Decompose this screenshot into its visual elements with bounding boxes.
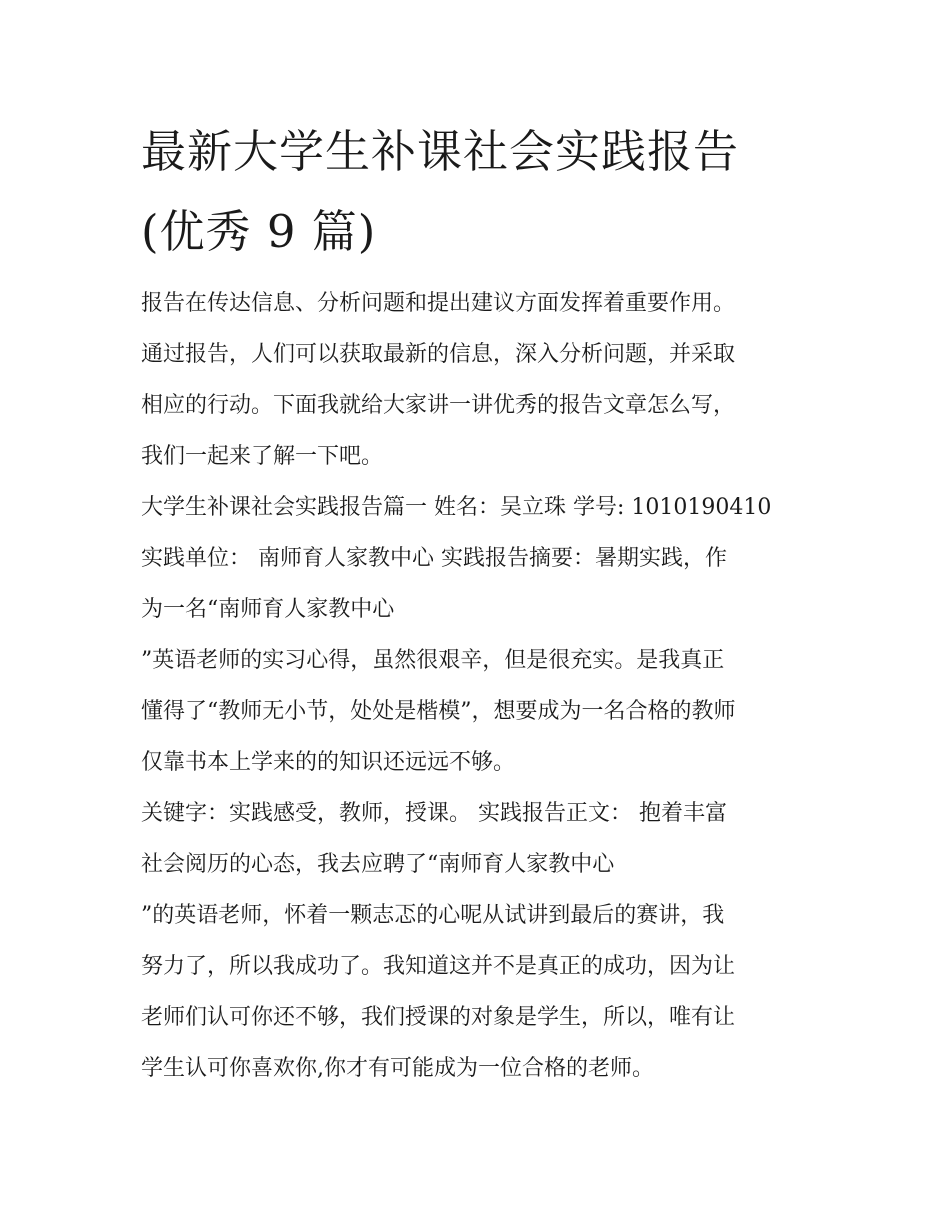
body-line: 学生认可你喜欢你,你才有可能成为一位合格的老师。 — [141, 1056, 654, 1081]
body-line: 关键字：实践感受，教师，授课。 实践报告正文： 抱着丰富 — [141, 801, 727, 826]
body-line: 努力了，所以我成功了。我知道这并不是真正的成功，因为让 — [141, 954, 736, 979]
body-line: 实践单位： 南师育人家教中心 实践报告摘要：暑期实践，作 — [141, 546, 727, 571]
body-line: 大学生补课社会实践报告篇一 姓名：吴立珠 学号: 1010190410 — [141, 495, 772, 520]
body-line: ”英语老师的实习心得，虽然很艰辛，但是很充实。是我真正 — [141, 648, 725, 673]
body-line: 报告在传达信息、分析问题和提出建议方面发挥着重要作用。 — [141, 291, 736, 316]
document-body — [141, 278, 821, 1094]
body-line: 通过报告，人们可以获取最新的信息，深入分析问题，并采取 — [141, 342, 736, 367]
body-line: 老师们认可你还不够，我们授课的对象是学生，所以，唯有让 — [141, 1005, 736, 1030]
body-line: 相应的行动。下面我就给大家讲一讲优秀的报告文章怎么写， — [141, 393, 736, 418]
body-line: 社会阅历的心态，我去应聘了“南师育人家教中心 — [141, 852, 615, 877]
body-line: ”的英语老师，怀着一颗志忑的心呢从试讲到最后的赛讲，我 — [141, 903, 725, 928]
title-line: 最新大学生补课社会实践报告 — [141, 125, 740, 178]
body-line: 我们一起来了解一下吧。 — [141, 444, 384, 469]
body-line: 仅靠书本上学来的的知识还远远不够。 — [141, 750, 516, 775]
body-line: 懂得了“教师无小节，处处是楷模”，想要成为一名合格的教师 — [141, 699, 736, 724]
title-line: (优秀 9 篇) — [141, 205, 377, 258]
document-title — [141, 112, 821, 272]
body-line: 为一名“南师育人家教中心 — [141, 597, 395, 622]
